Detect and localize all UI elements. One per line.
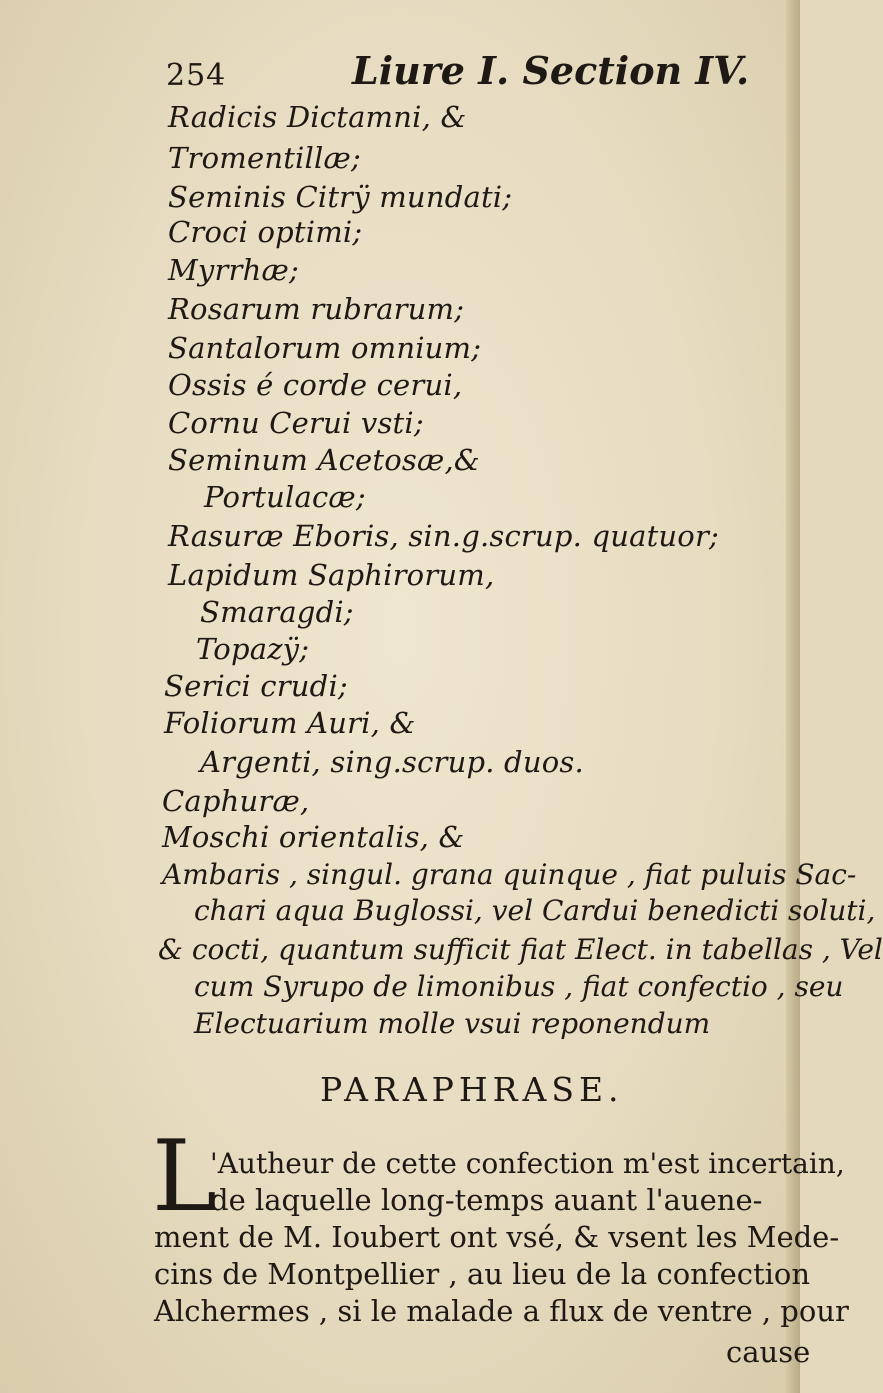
body-line: ment de M. Ioubert ont vsé, & vsent les Mede-	[154, 1220, 840, 1254]
page-edge	[786, 0, 800, 1393]
page-number: 254	[166, 58, 227, 93]
section-title: PARAPHRASE.	[320, 1070, 624, 1109]
ingredient-line: Tromentillæ;	[168, 141, 361, 175]
page-header	[166, 48, 750, 98]
drop-cap: L	[152, 1120, 218, 1234]
ingredient-line: Foliorum Auri, &	[164, 706, 416, 740]
ingredient-line: Cornu Cerui vsti;	[168, 406, 424, 440]
ingredient-line: Rasuræ Eboris, sin.g.scrup. quatuor;	[168, 519, 719, 553]
ingredient-line: Ossis é corde cerui,	[168, 368, 463, 402]
body-line: 'Autheur de cette confection m'est incertain,	[210, 1147, 845, 1180]
ingredient-line: Seminum Acetosæ,&	[168, 443, 480, 477]
paragraph-line: Ambaris , singul. grana quinque , fiat puluis Sac-	[162, 858, 857, 891]
body-line: de laquelle long-temps auant l'auene-	[210, 1183, 763, 1217]
body-line: cins de Montpellier , au lieu de la confection	[154, 1257, 811, 1291]
paragraph-line: cum Syrupo de limonibus , fiat confectio , seu	[194, 970, 844, 1003]
ingredient-line: Moschi orientalis, &	[162, 820, 465, 854]
paragraph-line: chari aqua Buglossi, vel Cardui benedicti soluti,	[194, 894, 876, 927]
ingredient-line: Radicis Dictamni, &	[168, 100, 467, 134]
ingredient-line: Smaragdi;	[200, 595, 354, 629]
ingredient-line: Argenti, sing.scrup. duos.	[200, 745, 584, 779]
ingredient-line: Caphuræ,	[162, 784, 310, 818]
body-line: Alchermes , si le malade a flux de ventre , pour	[154, 1294, 849, 1328]
running-head: Liure I. Section IV.	[352, 48, 750, 93]
ingredient-line: Myrrhæ;	[168, 253, 299, 287]
ingredient-line: Serici crudi;	[164, 669, 348, 703]
paragraph-line: & cocti, quantum sufficit fiat Elect. in tabellas , Vel	[158, 933, 883, 966]
paragraph-line: Electuarium molle vsui reponendum	[194, 1007, 711, 1040]
ingredient-line: Croci optimi;	[168, 215, 363, 249]
ingredient-line: Topazÿ;	[196, 632, 310, 666]
ingredient-line: Lapidum Saphirorum,	[168, 558, 495, 592]
ingredient-line: Seminis Citrÿ mundati;	[168, 180, 513, 214]
ingredient-line: Rosarum rubrarum;	[168, 292, 465, 326]
ingredient-line: Santalorum omnium;	[168, 331, 482, 365]
ingredient-line: Portulacæ;	[204, 480, 366, 514]
catchword: cause	[726, 1335, 811, 1369]
